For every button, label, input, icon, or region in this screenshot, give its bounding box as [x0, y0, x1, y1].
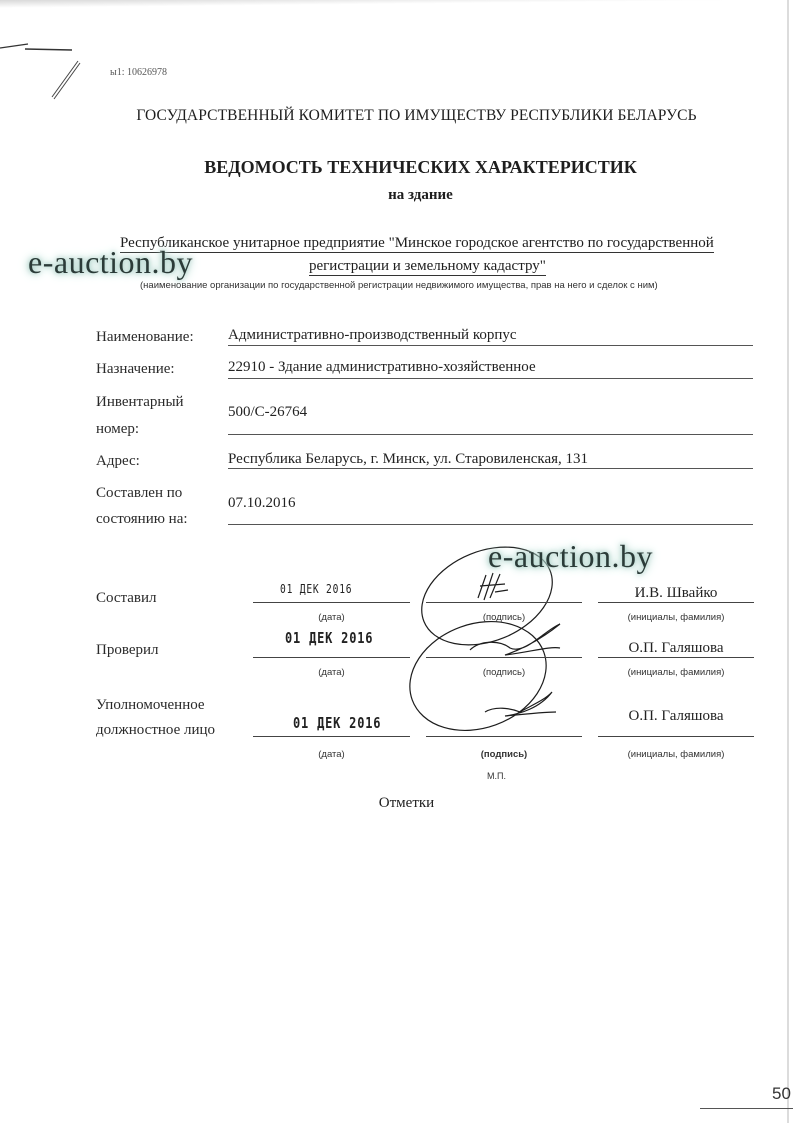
field-value-purpose: 22910 - Здание административно-хозяйственное — [228, 359, 536, 375]
signature-caption: (подпись) — [482, 667, 526, 678]
field-label-as-of-1: Составлен по — [96, 485, 183, 501]
field-value-as-of: 07.10.2016 — [228, 495, 296, 511]
corner-stroke — [25, 49, 72, 50]
agency-name-line-2: регистрации и земельному кадастру" — [309, 258, 546, 274]
agency-name-line-1: Республиканское унитарное предприятие "Минское городское агентство по государственной — [120, 235, 714, 251]
signer-name: И.В. Швайко — [634, 585, 718, 601]
signature-role-authorized-2: должностное лицо — [96, 722, 216, 738]
name-caption: (инициалы, фамилия) — [627, 612, 725, 623]
field-label-inventory-2: номер: — [96, 421, 140, 437]
name-line — [598, 736, 754, 737]
date-stamp: 01 ДЕК 2016 — [285, 629, 374, 647]
date-stamp: 01 ДЕК 2016 — [293, 714, 382, 732]
name-caption: (инициалы, фамилия) — [627, 749, 725, 760]
field-label-as-of-2: состоянию на: — [96, 511, 188, 527]
watermark: e-auction.by — [488, 538, 654, 574]
signature-line — [426, 657, 582, 658]
signer-name: О.П. Галяшова — [628, 640, 724, 656]
signature-caption: (подпись) — [482, 612, 526, 623]
signature-role-checked: Проверил — [96, 642, 159, 658]
name-line — [598, 657, 754, 658]
name-caption: (инициалы, фамилия) — [627, 667, 725, 678]
corner-stroke — [52, 61, 78, 97]
field-label-inventory-1: Инвентарный — [96, 394, 184, 410]
field-underline — [228, 524, 753, 525]
field-label-name: Наименование: — [96, 329, 194, 345]
signature-role-authorized-1: Уполномоченное — [96, 697, 205, 713]
date-caption: (дата) — [318, 667, 345, 678]
marks-heading: Отметки — [378, 795, 435, 811]
field-underline — [228, 378, 753, 379]
signature-line — [426, 602, 582, 603]
date-caption: (дата) — [318, 612, 345, 623]
signature-caption: (подпись) — [480, 749, 528, 760]
page-number: 50 — [772, 1084, 791, 1103]
field-label-address: Адрес: — [96, 453, 140, 469]
field-underline — [228, 345, 753, 346]
date-line — [253, 602, 410, 603]
signer-name: О.П. Галяшова — [628, 708, 724, 724]
organization-header: ГОСУДАРСТВЕННЫЙ КОМИТЕТ ПО ИМУЩЕСТВУ РЕСПУБЛИКИ БЕЛАРУСЬ — [136, 107, 697, 124]
document-subtitle: на здание — [388, 187, 453, 203]
date-line — [253, 736, 410, 737]
date-caption: (дата) — [318, 749, 345, 760]
name-line — [598, 602, 754, 603]
signature-role-compiled: Составил — [96, 590, 157, 606]
corner-stroke — [0, 44, 28, 48]
signature-line — [426, 736, 582, 737]
corner-stroke — [54, 63, 80, 99]
agency-caption: (наименование организации по государственной регистрации недвижимого имущества, прав на него и сделок с ним) — [140, 280, 658, 291]
field-underline — [228, 468, 753, 469]
field-value-inventory: 500/С-26764 — [228, 404, 308, 420]
stamp-place-label: М.П. — [487, 771, 506, 781]
field-underline — [228, 434, 753, 435]
watermark: e-auction.by — [28, 244, 194, 280]
document-title: ВЕДОМОСТЬ ТЕХНИЧЕСКИХ ХАРАКТЕРИСТИК — [204, 157, 637, 177]
field-label-purpose: Назначение: — [96, 361, 175, 377]
field-value-address: Республика Беларусь, г. Минск, ул. Старовиленская, 131 — [228, 451, 588, 467]
date-stamp: 01 ДЕК 2016 — [280, 582, 353, 596]
field-value-name: Административно-производственный корпус — [228, 327, 517, 343]
date-line — [253, 657, 410, 658]
document-number: ы1: 10626978 — [110, 67, 167, 78]
